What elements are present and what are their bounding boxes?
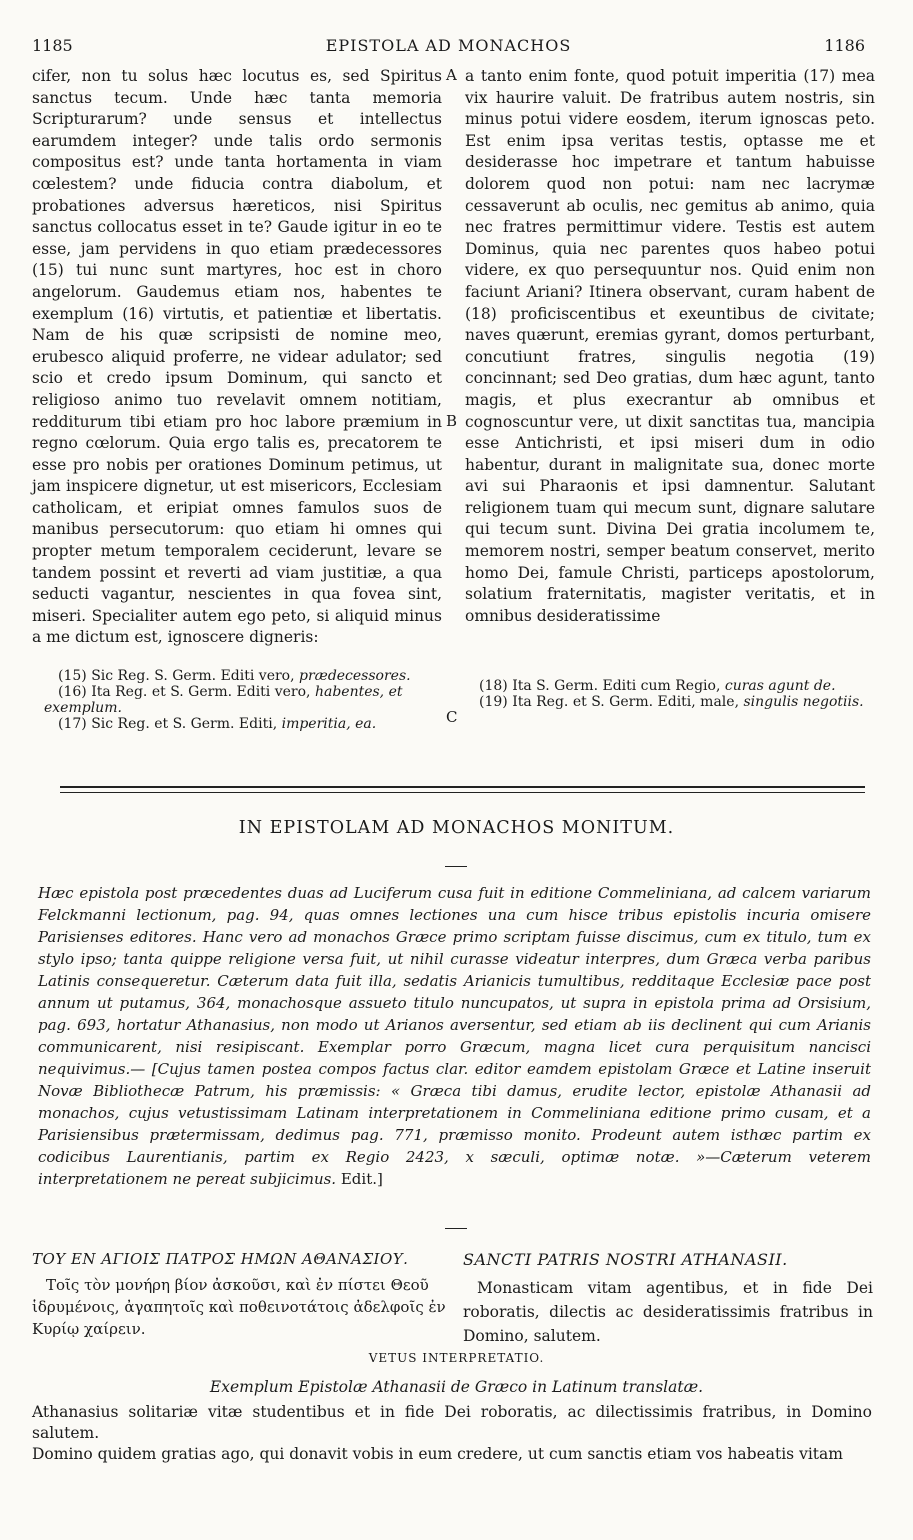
vetus-paragraph: Domino quidem gratias ago, qui donavit vobis in eum credere, ut cum sanctis etiam vos habeatis vitam	[32, 1445, 843, 1463]
divider-dash	[445, 866, 467, 867]
left-column-text: cifer, non tu solus hæc locutus es, sed Spiritus sanctus tecum. Unde hæc tanta memoria Scripturarum? unde sensus et intellectus earumdem integer? unde talis ordo sermonis compositus est? unde tanta hortamenta in viam cœlestem? unde fiducia contra diabolum, et probationes adversus hæreticos, nisi Spiritus sanctus collocatus esset in te? Gaude igitur in eo te esse, jam pervidens in quo etiam prædecessores (15) tui nunc sunt martyres, hoc est in choro angelorum. Gaudemus etiam nos, habentes te exemplum (16) virtutis, et patientiæ et libertatis. Nam de his quæ scripsisti de nomine meo, erubesco aliquid proferre, ne videar adulator; sed scio et credo ipsum Dominum, qui sancto et religioso animo tuo revelavit omnem notitiam, redditurum tibi etiam pro hoc labore præmium in regno cœlorum. Quia ergo talis es, precatorem te esse pro nobis per orationes Dominum petimus, ut jam inspicere dignetur, ut est misericors, Ecclesiam catholicam, et eripiat omnes famulos suos de manibus persecutorum: quo etiam hi omnes qui propter metum temporalem ceciderunt, levare se tandem possint et reverti ad viam justitiæ, a qua seducti vagantur, nescientes in qua fovea sint, miseri. Specialiter autem ego peto, si aliquid minus a me dictum est, ignoscere digneris:	[32, 67, 442, 647]
latin-title: SANCTI PATRIS NOSTRI ATHANASII.	[463, 1250, 788, 1269]
greek-title: ΤΟΥ ΕΝ ΑΓΙΟΙΣ ΠΑΤΡΟΣ ΗΜΩΝ ΑΘΑΝΑΣΙΟΥ.	[32, 1250, 409, 1268]
vetus-heading: VETUS INTERPRETATIO.	[368, 1351, 545, 1365]
margin-marker-a: A	[446, 66, 457, 84]
right-column-text: a tanto enim fonte, quod potuit imperitia (17) mea vix haurire valuit. De fratribus autem nostris, sin minus potui videre eosdem, iterum ignoscas peto. Est enim ipsa veritas testis, optasse me et desiderasse hoc impetrare et tantum habuisse dolorem quod non potui: nam nec lacrymæ cessaverunt ab oculis, nec gemitus ab animo, quia nec fratres permittimur videre. Testis est autem Dominus, quia nec parentes quos habeo potui videre, ex quo persequuntur nos. Quid enim non faciunt Ariani? Itinera observant, curam habent de (18) proficiscentibus et exeuntibus de civitate; naves quærunt, eremias gyrant, domos perturbant, concutiunt fratres, singulis negotia (19) concinnant; sed Deo gratias, dum hæc agunt, tanto magis, et plus execrantur ab omnibus et cognoscuntur vere, ut dixit sanctitas tua, mancipia esse Antichristi, et ipsi miseri dum in odio habentur, durant in malignitate sua, donec morte avi sui Pharaonis et ipsi damnentur. Salutant religionem tuam qui mecum sunt, dignare salutare qui tecum sunt. Divina Dei gratia incolumem te, memorem nostri, semper beatum conservet, merito homo Dei, famule Christi, particeps apostolorum, solatium fraternitatis, magister veritatis, et in omnibus desideratissime	[465, 67, 875, 625]
right-column	[465, 66, 875, 627]
latin-salutation: Monasticam vitam agentibus, et in fide Dei roboratis, dilectis ac desideratissimis fratribus in Domino, salutem.	[463, 1279, 873, 1345]
monitum-signature: Edit.]	[340, 1170, 383, 1188]
footnote: (15) Sic Reg. S. Germ. Editi vero, prædecessores.	[58, 668, 411, 684]
divider-dash	[445, 1228, 467, 1229]
greek-salutation: Τοῖς τὸν μονήρη βίον ἀσκοῦσι, καὶ ἐν πίστει Θεοῦ ἱδρυμένοις, ἀγαπητοῖς καὶ ποθεινοτάτοις ἀδελφοῖς ἐν Κυρίῳ χαίρειν.	[32, 1276, 446, 1338]
page-header	[32, 36, 865, 58]
footnotes-right	[465, 678, 875, 710]
section-rule	[60, 786, 865, 788]
monitum-text: Hæc epistola post præcedentes duas ad Luciferum cusa fuit in editione Commeliniana, ad calcem variarum Felckmanni lectionum, pag. 94, quas omnes lectiones una cum hisce tribus epistolis incuria omisere Parisienses editores. Hanc vero ad monachos Græce primo scriptam fuisse discimus, cum ex titulo, tum ex stylo ipso; tanta quippe religione versa fuit, ut nihil curasse videatur interpres, dum Græca verba paribus Latinis consequeretur. Cæterum data fuit illa, sedatis Arianicis tumultibus, redditaque Ecclesiæ pace post annum ut putamus, 364, monachosque assueto titulo nuncupatos, ut supra in epistola prima ad Orsisium, pag. 693, hortatur Athanasius, non modo ut Arianos aversentur, sed etiam ab iis declinent qui cum Arianis communicarent, nisi resipiscant. Exemplar porro Græcum, magna licet cura perquisitum nancisci nequivimus.— [Cujus tamen postea compos factus clar. editor eamdem epistolam Græce et Latine inseruit Novæ Bibliothecæ Patrum, his præmissis: « Græca tibi damus, erudite lector, epistolæ Athanasii ad monachos, cujus vetustissimam Latinam interpretationem in Commeliniana editione primo cusam, et a Parisiensibus prætermissam, dedimus pag. 771, præmisso monito. Prodeunt autem isthæc partim ex codicibus Laurentianis, partim ex Regio 2423, x sæculi, optimæ notæ. »—Cæterum veterem interpretationem ne pereat subjicimus. Edit.]	[38, 884, 871, 1188]
margin-marker-b: B	[446, 412, 458, 430]
monitum-title: IN EPISTOLAM AD MONACHOS MONITUM.	[238, 818, 675, 838]
section-rule-thin	[60, 792, 865, 793]
footnote: (16) Ita Reg. et S. Germ. Editi vero, habentes, et exemplum.	[44, 684, 403, 716]
vetus-body	[32, 1402, 872, 1465]
footnote: (19) Ita Reg. et S. Germ. Editi, male, singulis negotiis.	[479, 694, 864, 710]
footnote: (17) Sic Reg. et S. Germ. Editi, imperitia, ea.	[58, 716, 377, 732]
vetus-subtitle: Exemplum Epistolæ Athanasii de Græco in Latinum translatæ.	[209, 1378, 704, 1396]
left-column	[32, 66, 442, 649]
page-number-right: 1186	[824, 36, 865, 55]
vetus-paragraph: Athanasius solitariæ vitæ studentibus et in fide Dei roboratis, ac dilectissimis fratribus, in Domino salutem.	[32, 1403, 872, 1442]
page-number-left: 1185	[32, 36, 73, 55]
footnotes-left	[44, 668, 440, 732]
margin-marker-c: C	[446, 708, 458, 726]
footnote: (18) Ita S. Germ. Editi cum Regio, curas agunt de.	[479, 678, 836, 694]
running-title: EPISTOLA AD MONACHOS	[325, 36, 572, 55]
